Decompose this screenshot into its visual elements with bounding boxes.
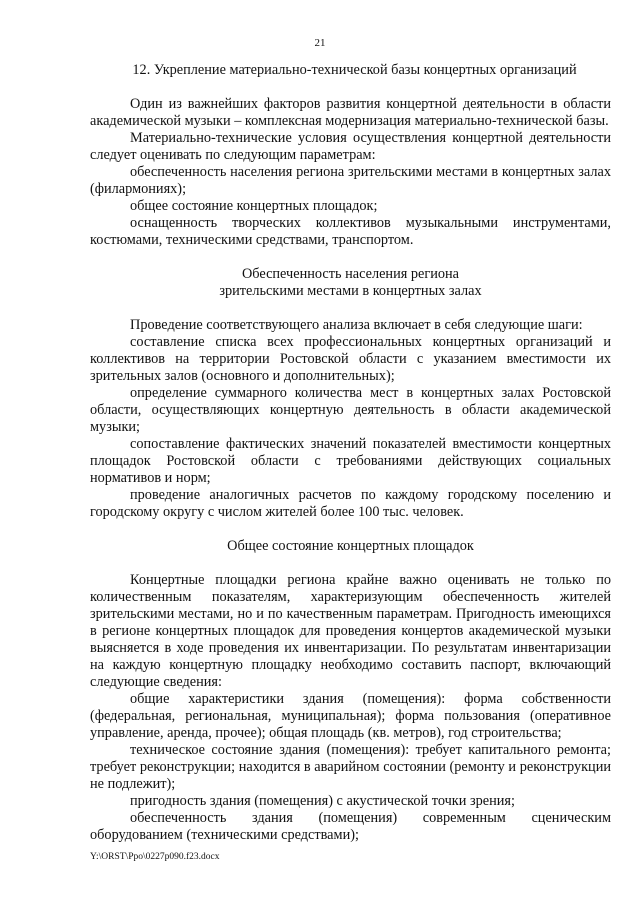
seating-list-item: определение суммарного количества мест в концертных залах Ростовской области, осуществляющих концертную деятельность в области академической музыки; <box>90 385 611 435</box>
intro-list-item: обеспеченность населения региона зрительскими местами в концертных залах (филармониях); <box>90 164 611 197</box>
subsection-title-line: Обеспеченность населения региона <box>241 266 460 282</box>
intro-list-item: общее состояние концертных площадок; <box>130 198 378 214</box>
page-number: 21 <box>314 37 326 49</box>
subsection-title-venues: Общее состояние концертных площадок <box>227 538 474 554</box>
seating-list-item: составление списка всех профессиональных концертных организаций и коллективов на территории Ростовской области с указанием вместимости их зрительных залов (основного и дополнительных); <box>90 334 611 384</box>
venues-list-item: обеспеченность здания (помещения) современным сценическим оборудованием (техническими средствами); <box>90 810 611 843</box>
venues-paragraph: Концертные площадки региона крайне важно оценивать не только по количественным показателям, характеризующим обеспеченность жителей зрительскими местами, но и по качественным параметрам. Пригодность имеющихся в регионе концертных площадок для проведения концертов академической музыки выясняется в ходе проведения их инвентаризации. По результатам инвентаризации на каждую концертную площадку необходимо составить паспорт, включающий следующие сведения: <box>90 572 611 690</box>
venues-list-item: техническое состояние здания (помещения): требует капитального ремонта; требует реконструкции; находится в аварийном состоянии (ремонту и реконструкции не подлежит); <box>90 742 611 792</box>
footer-file-path: Y:\ORST\Ppo\0227p090.f23.docx <box>90 852 220 862</box>
subsection-title-line: зрительскими местами в концертных залах <box>219 283 482 299</box>
subsection-title-seating <box>90 266 611 300</box>
intro-paragraph: Материально-технические условия осуществления концертной деятельности следует оценивать по следующим параметрам: <box>90 130 611 163</box>
intro-paragraph: Один из важнейших факторов развития концертной деятельности в области академической музыки – комплексная модернизация материально-технической базы. <box>90 96 611 129</box>
seating-paragraph: Проведение соответствующего анализа включает в себя следующие шаги: <box>130 317 583 333</box>
seating-list-item: проведение аналогичных расчетов по каждому городскому поселению и городскому округу с числом жителей более 100 тыс. человек. <box>90 487 611 520</box>
intro-list-item: оснащенность творческих коллективов музыкальными инструментами, костюмами, техническими средствами, транспортом. <box>90 215 611 248</box>
seating-list-item: сопоставление фактических значений показателей вместимости концертных площадок Ростовской области с требованиями действующих социальных нормативов и норм; <box>90 436 611 486</box>
venues-list-item: общие характеристики здания (помещения): форма собственности (федеральная, региональная, муниципальная); форма пользования (оперативное управление, аренда, прочее); общая площадь (кв. метров), год строительства; <box>90 691 611 741</box>
section-title: 12. Укрепление материально-технической базы концертных организаций <box>132 62 577 78</box>
page-content <box>90 62 611 844</box>
venues-list-item: пригодность здания (помещения) с акустической точки зрения; <box>130 793 515 809</box>
